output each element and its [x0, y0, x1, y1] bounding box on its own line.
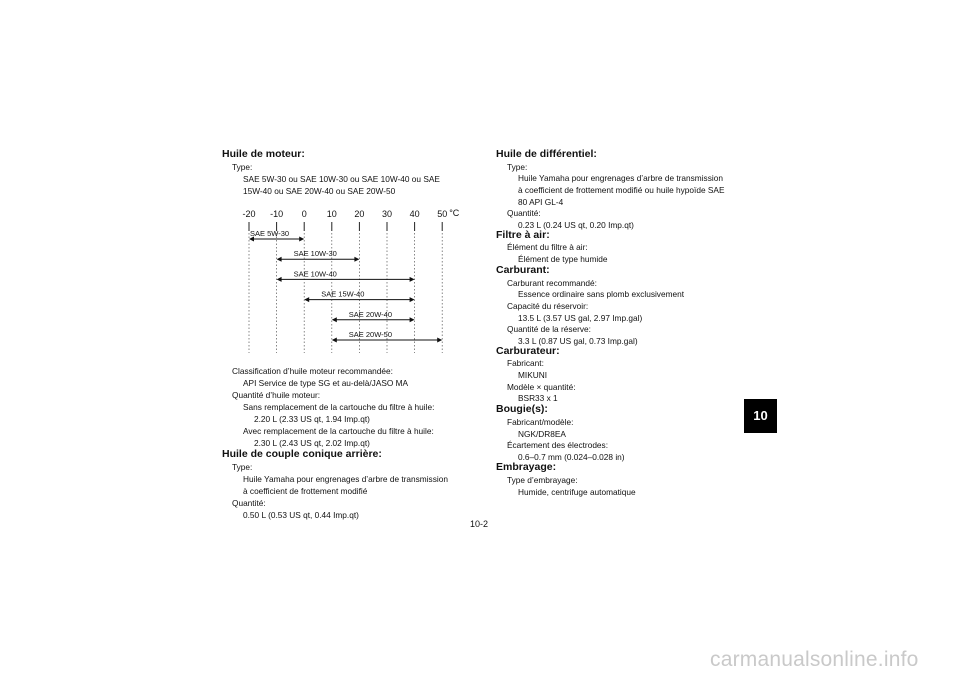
- grade-arrow-right-2: [410, 277, 415, 282]
- grade-label-5: SAE 20W-50: [348, 330, 393, 339]
- clutch-value: Humide, centrifuge automatique: [518, 487, 636, 497]
- rear-gear-type-line2: à coefficient de frottement modifié: [243, 486, 368, 496]
- fuel-label: Carburant recommandé:: [507, 278, 597, 288]
- diff-qty-value: 0.23 L (0.24 US qt, 0.20 Imp.qt): [518, 220, 634, 230]
- engine-oil-heading: Huile de moteur:: [222, 148, 305, 160]
- clutch-heading: Embrayage:: [496, 461, 557, 473]
- temp-label-5: 30: [381, 209, 393, 219]
- page-number: 10-2: [470, 519, 489, 529]
- temp-label-0: -20: [242, 209, 256, 219]
- reserve-value: 3.3 L (0.87 US gal, 0.73 Imp.gal): [518, 336, 638, 346]
- tank-capacity-value: 13.5 L (3.57 US gal, 2.97 Imp.gal): [518, 313, 643, 323]
- differential-oil-heading: Huile de différentiel:: [496, 148, 597, 160]
- grade-arrow-right-3: [410, 297, 415, 302]
- diff-type-line2: à coefficient de frottement modifié ou huile hypoïde SAE: [518, 185, 725, 195]
- tank-capacity-label: Capacité du réservoir:: [507, 301, 589, 311]
- viscosity-chart: [236, 207, 466, 359]
- grade-label-2: SAE 10W-40: [293, 269, 337, 279]
- oil-qty-without-filter-value: 2.20 L (2.33 US qt, 1.94 Imp.qt): [254, 414, 370, 424]
- temp-unit: °C: [449, 208, 460, 218]
- temp-label-1: -10: [270, 209, 284, 219]
- watermark: carmanualsonline.info: [710, 648, 919, 671]
- temp-label-3: 10: [326, 209, 337, 219]
- plug-gap-label: Écartement des électrodes:: [507, 440, 608, 450]
- rear-gear-qty-label: Quantité:: [232, 498, 266, 508]
- grade-label-4: SAE 20W-40: [348, 309, 393, 319]
- engine-oil-type-label: Type:: [232, 162, 253, 172]
- oil-classification-value: API Service de type SG et au-delà/JASO MA: [243, 378, 409, 388]
- fuel-value: Essence ordinaire sans plomb exclusivement: [518, 289, 685, 299]
- grade-arrow-left-5: [332, 338, 337, 343]
- rear-gear-type-label: Type:: [232, 462, 253, 472]
- plug-maker-label: Fabricant/modèle:: [507, 417, 574, 427]
- chapter-tab: 10: [744, 399, 777, 433]
- oil-classification-label: Classification d’huile moteur recommandée:: [232, 366, 393, 376]
- clutch-label: Type d’embrayage:: [507, 475, 578, 485]
- engine-oil-type-line1: SAE 5W-30 ou SAE 10W-30 ou SAE 10W-40 ou SAE: [243, 174, 440, 184]
- grade-label-3: SAE 15W-40: [321, 289, 365, 299]
- rear-gear-type-line1: Huile Yamaha pour engrenages d’arbre de transmission: [243, 474, 448, 484]
- oil-qty-with-filter-value: 2.30 L (2.43 US qt, 2.02 Imp.qt): [254, 438, 370, 448]
- plug-maker-value: NGK/DR8EA: [518, 429, 566, 439]
- carb-model-label: Modèle × quantité:: [507, 382, 576, 392]
- grade-arrow-right-1: [354, 257, 359, 262]
- grade-label-0: SAE 5W-30: [250, 229, 290, 238]
- diff-type-line3: 80 API GL-4: [518, 197, 564, 207]
- diff-type-label: Type:: [507, 162, 528, 172]
- carb-maker-value: MIKUNI: [518, 370, 548, 380]
- temp-label-6: 40: [409, 209, 420, 219]
- reserve-label: Quantité de la réserve:: [507, 324, 591, 334]
- grade-arrow-left-4: [332, 317, 337, 322]
- rear-gear-qty-value: 0.50 L (0.53 US qt, 0.44 Imp.qt): [243, 510, 359, 520]
- temp-label-7: 50: [437, 209, 448, 219]
- grade-arrow-right-4: [410, 317, 415, 322]
- air-filter-label: Élément du filtre à air:: [507, 242, 588, 252]
- grade-arrow-right-0: [299, 237, 304, 242]
- temp-label-2: 0: [301, 209, 307, 219]
- grade-arrow-right-5: [437, 338, 442, 343]
- oil-qty-without-filter: Sans remplacement de la cartouche du filtre à huile:: [243, 402, 435, 412]
- spark-plug-heading: Bougie(s):: [496, 403, 548, 415]
- diff-type-line1: Huile Yamaha pour engrenages d’arbre de transmission: [518, 173, 723, 183]
- rear-gear-oil-heading: Huile de couple conique arrière:: [222, 448, 382, 460]
- plug-gap-value: 0.6–0.7 mm (0.024–0.028 in): [518, 452, 625, 462]
- engine-oil-type-line2: 15W-40 ou SAE 20W-40 ou SAE 20W-50: [243, 186, 396, 196]
- carb-model-value: BSR33 x 1: [518, 393, 558, 403]
- air-filter-heading: Filtre à air:: [496, 229, 550, 241]
- grade-arrow-left-2: [277, 277, 282, 282]
- grade-arrow-left-1: [277, 257, 282, 262]
- air-filter-value: Élément de type humide: [518, 254, 608, 264]
- oil-quantity-label: Quantité d’huile moteur:: [232, 390, 321, 400]
- grade-arrow-left-3: [304, 297, 309, 302]
- diff-qty-label: Quantité:: [507, 208, 541, 218]
- carburetor-heading: Carburateur:: [496, 345, 560, 357]
- oil-qty-with-filter: Avec remplacement de la cartouche du filtre à huile:: [243, 426, 434, 436]
- grade-label-1: SAE 10W-30: [293, 249, 337, 259]
- carb-maker-label: Fabricant:: [507, 358, 544, 368]
- temp-label-4: 20: [354, 209, 365, 219]
- fuel-heading: Carburant:: [496, 264, 550, 276]
